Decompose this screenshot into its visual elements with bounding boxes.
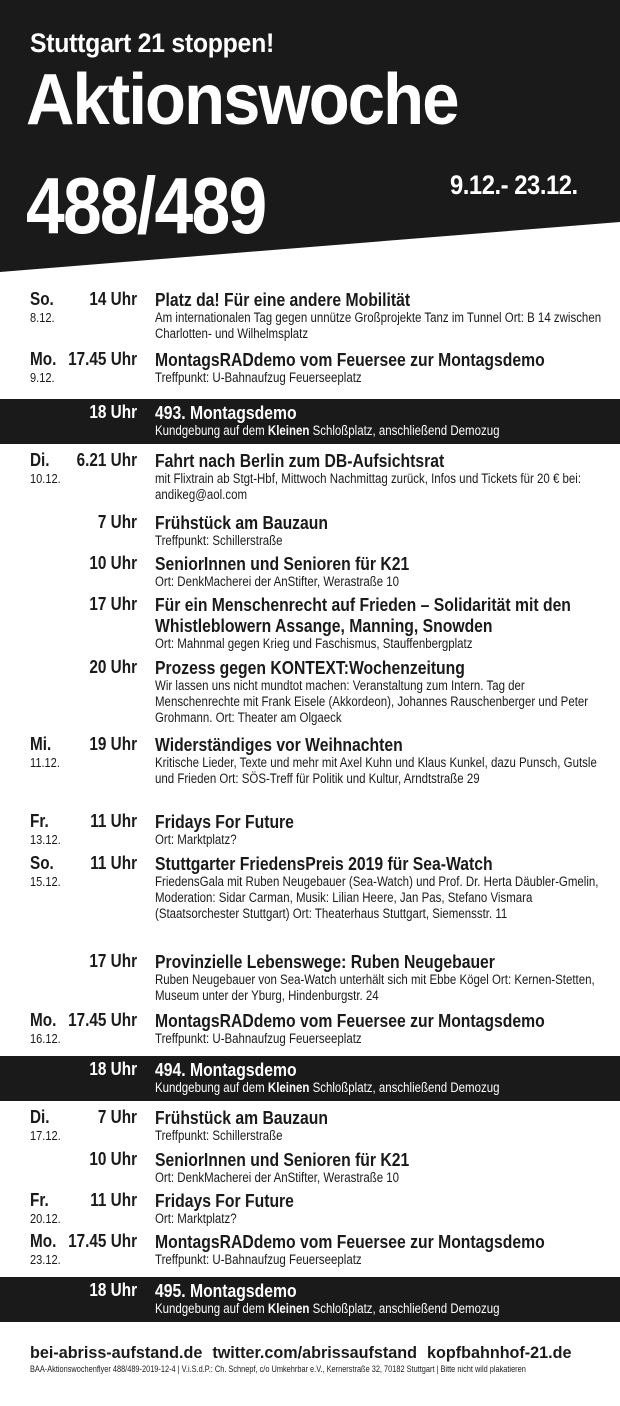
schedule-entry: [0, 1231, 620, 1271]
schedule-entry: [0, 951, 620, 1010]
entry-time: 10 Uhr: [89, 1149, 137, 1169]
entry-time: 11 Uhr: [90, 811, 137, 831]
schedule-entry: [0, 811, 620, 853]
schedule-entry: [0, 594, 620, 657]
entry-description: Ort: Marktplatz?: [155, 1211, 237, 1226]
entry-time: 10 Uhr: [89, 553, 137, 573]
schedule-entry: [0, 289, 620, 349]
entry-time: 11 Uhr: [90, 853, 137, 873]
montagsdemo-banner: [0, 399, 620, 444]
entry-time: 18 Uhr: [89, 1059, 137, 1079]
entry-description: Kritische Lieder, Texte und mehr mit Axel Kuhn und Klaus Kunkel, dazu Punsch, Gutsle und Frieden Ort: SÖS-Treff für Politik und Kultur, Arndtstraße 29: [155, 755, 597, 786]
entry-time: 20 Uhr: [89, 657, 137, 677]
entry-title: Platz da! Für eine andere Mobilität: [155, 289, 411, 310]
entry-title: Frühstück am Bauzaun: [155, 1107, 329, 1128]
schedule-list: [0, 289, 620, 1328]
entry-title: Stuttgarter FriedensPreis 2019 für Sea-Watch: [155, 853, 493, 874]
entry-description: Kundgebung auf dem Kleinen Schloßplatz, anschließend Demozug: [155, 423, 500, 438]
entry-time: 11 Uhr: [90, 1190, 137, 1210]
entry-day: So.: [30, 289, 54, 309]
entry-date: 8.12.: [30, 310, 55, 325]
header-title: Aktionswoche: [26, 60, 458, 140]
entry-time: 17 Uhr: [89, 951, 137, 971]
entry-day: So.: [30, 853, 54, 873]
entry-day: Fr.: [30, 1190, 49, 1210]
entry-description: Am internationalen Tag gegen unnütze Großprojekte Tanz im Tunnel Ort: B 14 zwischen Charlotten- und Wilhelmsplatz: [155, 310, 602, 341]
entry-description: mit Flixtrain ab Stgt-Hbf, Mittwoch Nachmittag zurück, Infos und Tickets für 20 € bei: andikeg@aol.com: [155, 471, 582, 502]
entry-day: Di.: [30, 1107, 50, 1127]
entry-description: Ort: Marktplatz?: [155, 832, 237, 847]
entry-title: 495. Montagsdemo: [155, 1280, 297, 1301]
entry-description: Kundgebung auf dem Kleinen Schloßplatz, anschließend Demozug: [155, 1301, 500, 1316]
entry-time: 18 Uhr: [89, 1280, 137, 1300]
entry-time: 17 Uhr: [89, 594, 137, 614]
entry-date: 9.12.: [30, 370, 55, 385]
schedule-entry: [0, 553, 620, 594]
entry-time: 6.21 Uhr: [76, 450, 137, 470]
schedule-entry: [0, 657, 620, 734]
entry-time: 17.45 Uhr: [68, 349, 137, 369]
entry-date: 15.12.: [30, 874, 61, 889]
entry-time: 17.45 Uhr: [68, 1010, 137, 1030]
entry-date: 16.12.: [30, 1031, 61, 1046]
schedule-entry: [0, 1107, 620, 1149]
footer-link-kopfbahnhof[interactable]: kopfbahnhof-21.de: [427, 1343, 572, 1362]
montagsdemo-banner: [0, 1277, 620, 1322]
schedule-entry: [0, 853, 620, 951]
entry-title: 493. Montagsdemo: [155, 402, 297, 423]
entry-day: Fr.: [30, 811, 49, 831]
schedule-entry: [0, 734, 620, 811]
header-issue-number: 488/489: [26, 161, 266, 250]
entry-title: 494. Montagsdemo: [155, 1059, 297, 1080]
entry-date: 23.12.: [30, 1252, 61, 1267]
entry-title: MontagsRADdemo vom Feuersee zur Montagsdemo: [155, 349, 545, 370]
entry-description: Ruben Neugebauer von Sea-Watch unterhält sich mit Ebbe Kögel Ort: Kernen-Stetten, Museum unter der Yburg, Hindenburgstr. 24: [155, 972, 595, 1003]
footer-imprint: BAA-Aktionswochenflyer 488/489-2019-12-4 | V.i.S.d.P.: Ch. Schnepf, c/o Umkehrbar e.V., Kernerstraße 32, 70182 Stuttgart | Bitte nicht wild plakatieren: [30, 1364, 526, 1374]
schedule-entry: [0, 349, 620, 393]
header-banner: [0, 0, 620, 290]
entry-title: SeniorInnen und Senioren für K21: [155, 553, 410, 574]
entry-description: Kundgebung auf dem Kleinen Schloßplatz, anschließend Demozug: [155, 1080, 500, 1095]
montagsdemo-banner: [0, 1056, 620, 1101]
entry-title: MontagsRADdemo vom Feuersee zur Montagsdemo: [155, 1231, 545, 1252]
entry-description: Treffpunkt: U-Bahnaufzug Feuerseeplatz: [155, 1252, 362, 1267]
entry-description: Ort: DenkMacherei der AnStifter, Werastraße 10: [155, 574, 400, 589]
entry-title: Frühstück am Bauzaun: [155, 512, 329, 533]
entry-time: 17.45 Uhr: [68, 1231, 137, 1251]
schedule-entry: [0, 450, 620, 512]
entry-title: MontagsRADdemo vom Feuersee zur Montagsdemo: [155, 1010, 545, 1031]
entry-time: 7 Uhr: [97, 512, 137, 532]
entry-title: Fahrt nach Berlin zum DB-Aufsichtsrat: [155, 450, 445, 471]
entry-title: Fridays For Future: [155, 811, 294, 832]
entry-date: 11.12.: [30, 755, 60, 770]
entry-time: 7 Uhr: [97, 1107, 137, 1127]
entry-day: Mo.: [30, 349, 57, 369]
entry-title: Widerständiges vor Weihnachten: [155, 734, 403, 755]
entry-title: Fridays For Future: [155, 1190, 294, 1211]
entry-description: Treffpunkt: Schillerstraße: [155, 1128, 283, 1143]
entry-title: SeniorInnen und Senioren für K21: [155, 1149, 410, 1170]
header-kicker: Stuttgart 21 stoppen!: [30, 28, 275, 58]
header-date-range: 9.12.- 23.12.: [450, 170, 578, 200]
entry-description: Ort: DenkMacherei der AnStifter, Werastraße 10: [155, 1170, 400, 1185]
footer-links: [30, 1343, 572, 1363]
entry-title: Provinzielle Lebenswege: Ruben Neugebauer: [155, 951, 495, 972]
entry-description: Ort: Mahnmal gegen Krieg und Faschismus, Stauffenbergplatz: [155, 636, 473, 651]
entry-title: Für ein Menschenrecht auf Frieden – Solidarität mit den Whistleblowern Assange, Manning, Snowden: [155, 594, 571, 636]
entry-date: 13.12.: [30, 832, 61, 847]
entry-date: 10.12.: [30, 471, 61, 486]
entry-description: Treffpunkt: U-Bahnaufzug Feuerseeplatz: [155, 370, 362, 385]
schedule-entry: [0, 512, 620, 553]
footer-link-website[interactable]: bei-abriss-aufstand.de: [30, 1343, 203, 1362]
entry-description: Wir lassen uns nicht mundtot machen: Veranstaltung zum Intern. Tag der Menschenrechte mit Frank Eisele (Akkordeon), Johannes Rauschenberger und Peter Grohmann. Ort: Theater am Olgaeck: [155, 678, 589, 725]
entry-description: Treffpunkt: U-Bahnaufzug Feuerseeplatz: [155, 1031, 362, 1046]
entry-description: FriedensGala mit Ruben Neugebauer (Sea-Watch) und Prof. Dr. Herta Däubler-Gmelin, Moderation: Sidar Carman, Musik: Lilian Heere, Jan Pas, Stefano Vismara (Staatsorchester Stuttgart) Ort: Theaterhaus Stuttgart, Siemensstr. 11: [155, 874, 599, 921]
footer-link-twitter[interactable]: twitter.com/abrissaufstand: [212, 1343, 417, 1362]
entry-description: Treffpunkt: Schillerstraße: [155, 533, 283, 548]
schedule-entry: [0, 1010, 620, 1050]
entry-day: Mi.: [30, 734, 52, 754]
entry-day: Mo.: [30, 1010, 57, 1030]
entry-date: 17.12.: [30, 1128, 61, 1143]
schedule-entry: [0, 1149, 620, 1190]
entry-day: Di.: [30, 450, 50, 470]
entry-time: 14 Uhr: [89, 289, 137, 309]
entry-day: Mo.: [30, 1231, 57, 1251]
entry-time: 18 Uhr: [89, 402, 137, 422]
entry-time: 19 Uhr: [89, 734, 137, 754]
schedule-entry: [0, 1190, 620, 1231]
entry-date: 20.12.: [30, 1211, 61, 1226]
entry-title: Prozess gegen KONTEXT:Wochenzeitung: [155, 657, 465, 678]
